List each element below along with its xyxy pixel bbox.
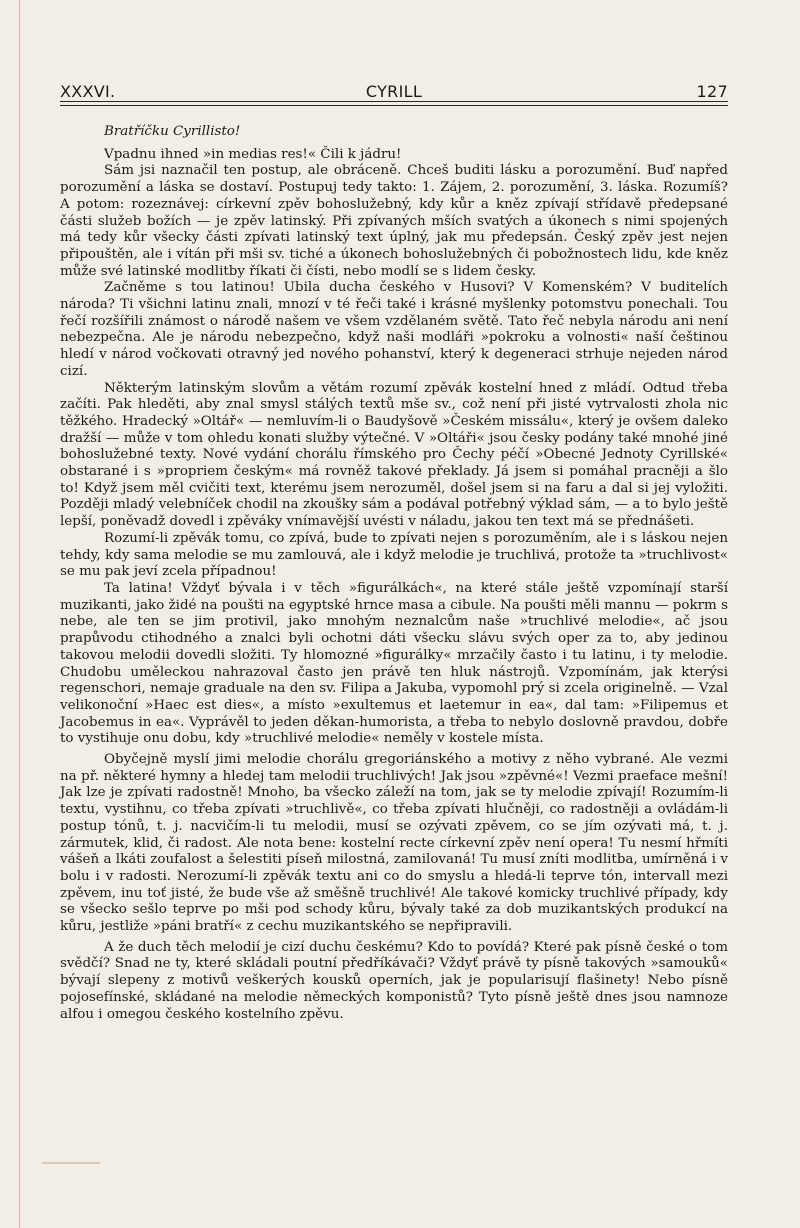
article-body bbox=[60, 124, 728, 1023]
paragraph: Obyčejně myslí jimi melodie chorálu gregoriánského a motivy z něho vybrané. Ale vezmi na př. některé hymny a hledej tam melodii truchlivých! Jak jsou »zpěvné«! Vezmi praeface mešní! Jak lze je zpívati radostně! Mnoho, ba všecko záleží na tom, jak se ty melodie zpívají! Rozumím-li textu, vystihnu, co třeba zpívati »truchlivě«, co třeba zpívati hlučněji, co radostněji a ovládám-li postup tónů, t. j. nacvičím-li tu melodii, musí se ozývati zpěvem, co se jím ozývati má, t. j. zármutek, klid, či radost. Ale nota bene: kostelní recte církevní zpěv není opera! Tu nesmí hřmíti vášeň a lkáti zoufalost a šelestiti píseň milostná, zamilovaná! Tu musí zníti modlitba, umírněná i v bolu i v radosti. Nerozumí-li zpěvák textu ani co do smyslu a hledá-li teprve tón, intervall mezi zpěvem, inu toť jisté, že bude vše až směšně truchlivé! Ale takové komicky truchlivé případy, kdy se všecko sešlo teprve po mši pod schody kůru, bývaly také za dob muzikantských produkcí na kůru, jestliže »páni bratří« z cechu muzikantského se nepřipravili. bbox=[60, 752, 728, 935]
page-number: 127 bbox=[696, 82, 728, 101]
paragraph: Ta latina! Vždyť bývala i v těch »figurálkách«, na které stále ještě vzpomínají starší muzikanti, jako židé na poušti na egyptské hrnce masa a cibule. Na poušti měli mannu — pokrm s nebe, ale ten se jim protivil, jako mnohým neznalcům naše »truchlivé melodie«, ač jsou prapůvodu ctihodného a znalci byli ochotni dáti všecku slávu svých oper za to, aby jedinou takovou melodii dovedli složiti. Ty hlomozné »figurálky« mrzačily často i tu latinu, i ty melodie. Chudobu uměleckou nahrazoval často jen právě ten hluk nástrojů. Vzpomínám, jak kterýsi regenschori, nemaje graduale na den sv. Filipa a Jakuba, vypomohl prý si zcela originelně. — Vzal velikonoční »Haec est dies«, a místo »exultemus et laetemur in ea«, dal tam: »Filipemus et Jacobemus in ea«. Vyprávěl to jeden děkan-humorista, a třeba to nebylo doslovně pravdou, dobře to vystihuje onu dobu, kdy »truchlivé melodie« neměly v kostele místa. bbox=[60, 580, 728, 747]
paragraph: Některým latinským slovům a větám rozumí zpěvák kostelní hned z mládí. Odtud třeba začíti. Pak hleděti, aby znal smysl stálých textů mše sv., což není při jisté vytrvalosti zhola nic těžkého. Hradecký »Oltář« — nemluvím-li o Baudyšově »Českém missálu«, který je ovšem daleko dražší — může v tom ohledu konati služby výtečné. V »Oltáři« jsou česky podány také mnohé jiné bohoslužebné texty. Nové vydání chorálu římského pro Čechy péčí »Obecné Jednoty Cyrillské« obstarané i s »propriem českým« má rovněž takové překlady. Já jsem si pomáhal pracněji a šlo to! Když jsem měl cvičiti text, kterému jsem nerozuměl, došel jsem si na faru a dal si jej vyložiti. Později mladý velebníček chodil na zkoušky sám a podával potřebný výklad sám, — a to bylo ještě lepší, poněvadž dovedl i zpěváky vnímavější uvésti v náladu, jakou ten text má se přednášeti. bbox=[60, 380, 728, 530]
paragraph: A že duch těch melodií je cizí duchu českému? Kdo to povídá? Které pak písně české o tom svědčí? Snad ne ty, které skládali poutní předříkávači? Vždyť právě ty písně takových »samouků« bývají slepeny z motivů veškerých kousků operních, jak je popularisují flašinety! Nebo písně pojosefínské, skládané na melodie německých komponistů? Tyto písně ještě dnes jsou namnoze alfou i omegou českého kostelního zpěvu. bbox=[60, 939, 728, 1022]
journal-title: CYRILL bbox=[365, 82, 423, 101]
volume-number: XXXVI. bbox=[60, 82, 116, 101]
page-margin-line bbox=[19, 0, 20, 1228]
page-edge-mark bbox=[42, 1162, 100, 1164]
paragraph: Sám jsi naznačil ten postup, ale obráceně. Chceš buditi lásku a porozumění. Buď napřed porozumění a láska se dostaví. Postupuj tedy takto: 1. Zájem, 2. porozumění, 3. láska. Rozumíš? A potom: rozeznávej: církevní zpěv bohoslužebný, kdy kůr a kněz zpívají střídavě předepsané části služeb božích — je zpěv latinský. Při zpívaných mších svatých a úkonech s nimi spojených má tedy kůr všecky části zpívati latinský text úplný, jak mu předepsán. Český zpěv jest nejen připouštěn, ale i vítán při mši sv. tiché a úkonech bohoslužebných či pobožnostech lidu, kde kněz může své latinské modlitby říkati či čísti, nebo modlí se s lidem česky. bbox=[60, 163, 728, 279]
paragraph: Vpadnu ihned »in medias res!« Čili k jádru! bbox=[104, 146, 402, 162]
header-rule bbox=[60, 101, 728, 106]
salutation: Bratříčku Cyrillisto! bbox=[104, 124, 241, 139]
paragraph: Rozumí-li zpěvák tomu, co zpívá, bude to zpívati nejen s porozuměním, ale i s láskou nejen tehdy, kdy sama melodie se mu zamlouvá, ale i když melodie je truchlivá, protože ta »truchlivost« se mu pak jeví zcela případnou! bbox=[60, 530, 728, 580]
paragraph: Začněme s tou latinou! Ubila ducha českého v Husovi? V Komenském? V buditelích národa? Ti všichni latinu znali, mnozí v té řeči také i krásné myšlenky potomstvu ponechali. Tou řečí rozšířili známost o národě našem ve všem vzdělaném světě. Tato řeč nebyla národu ani není nebezpečna. Ale je národu nebezpečno, když naši modláři »pokroku a volnosti« naší češtinou hledí v národ vočkovati otravný jed nového pohanství, který k degeneraci strhuje nejeden národ cizí. bbox=[60, 280, 728, 379]
